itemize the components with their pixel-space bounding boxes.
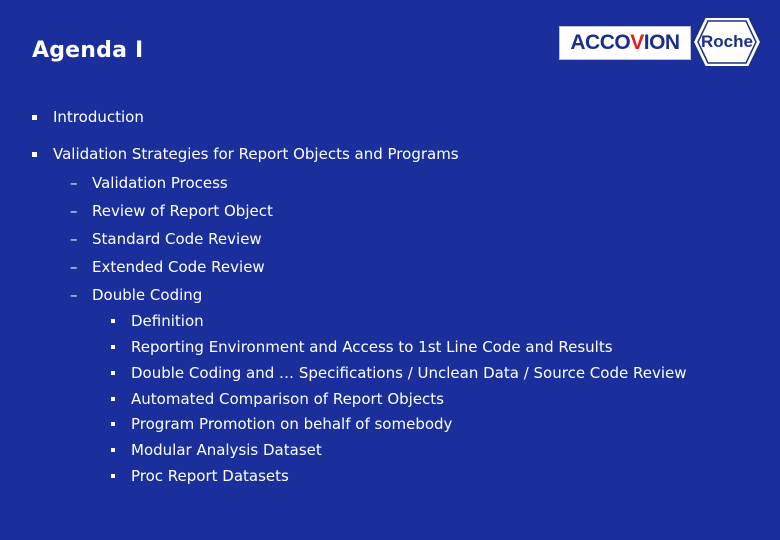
sub-sub-list-item-text: Reporting Environment and Access to 1st Line Code and Results xyxy=(131,338,613,356)
accovion-logo-part: ACCO xyxy=(570,31,631,54)
dash-icon: – xyxy=(70,258,78,276)
bullet-icon xyxy=(32,152,37,157)
sub-list-item xyxy=(70,202,273,220)
sub-sub-list-item-text: Proc Report Datasets xyxy=(131,467,289,485)
roche-logo-text: Roche xyxy=(701,32,753,51)
sub-sub-list-item-text: Program Promotion on behalf of somebody xyxy=(131,415,453,433)
bullet-icon xyxy=(32,115,37,120)
bullet-icon xyxy=(111,345,115,349)
sub-sub-list-item-text: Modular Analysis Dataset xyxy=(131,441,322,459)
accovion-logo xyxy=(559,26,691,60)
sub-list-item-text: Review of Report Object xyxy=(92,202,273,220)
sub-list-item xyxy=(70,174,228,192)
dash-icon: – xyxy=(70,202,78,220)
sub-list-item xyxy=(70,286,202,304)
list-item xyxy=(32,108,144,126)
sub-list-item-text: Standard Code Review xyxy=(92,230,262,248)
bullet-icon xyxy=(111,397,115,401)
sub-list-item-text: Validation Process xyxy=(92,174,228,192)
sub-sub-list-item-text: Definition xyxy=(131,312,204,330)
bullet-icon xyxy=(111,371,115,375)
sub-sub-list-item xyxy=(111,364,687,382)
list-item-text: Introduction xyxy=(53,108,144,126)
sub-sub-list-item xyxy=(111,467,289,485)
list-item-text: Validation Strategies for Report Objects and Programs xyxy=(53,145,459,163)
sub-sub-list-item xyxy=(111,338,613,356)
list-item xyxy=(32,145,459,163)
bullet-icon xyxy=(111,422,115,426)
sub-sub-list-item xyxy=(111,415,452,433)
sub-sub-list-item xyxy=(111,441,322,459)
bullet-icon xyxy=(111,474,115,478)
accovion-logo-part: ION xyxy=(643,31,680,54)
dash-icon: – xyxy=(70,230,78,248)
dash-icon: – xyxy=(70,286,78,304)
sub-sub-list-item-text: Double Coding and … Specifications / Unclean Data / Source Code Review xyxy=(131,364,687,382)
sub-sub-list-item-text: Automated Comparison of Report Objects xyxy=(131,390,444,408)
roche-logo xyxy=(691,15,763,69)
dash-icon: – xyxy=(70,174,78,192)
sub-list-item-text: Extended Code Review xyxy=(92,258,265,276)
bullet-icon xyxy=(111,319,115,323)
sub-list-item-text: Double Coding xyxy=(92,286,203,304)
slide-title: Agenda I xyxy=(32,38,144,63)
sub-list-item xyxy=(70,230,262,248)
sub-sub-list-item xyxy=(111,312,204,330)
bullet-icon xyxy=(111,448,115,452)
sub-sub-list-item xyxy=(111,390,444,408)
accovion-logo-v: V xyxy=(630,31,644,54)
sub-list-item xyxy=(70,258,265,276)
